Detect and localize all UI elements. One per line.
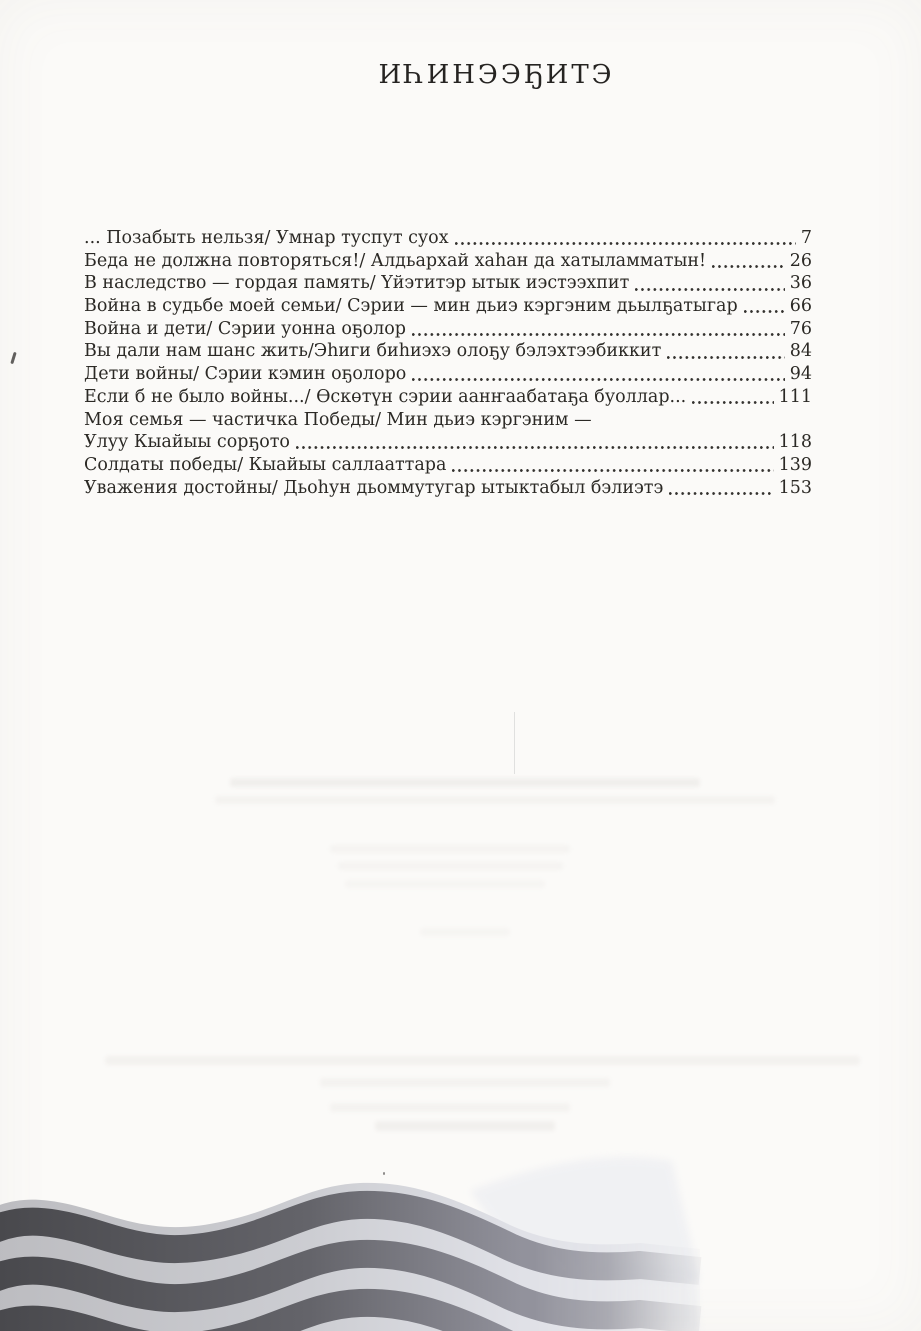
toc-entry-label: Солдаты победы/ Кыайыы саллааттара	[84, 454, 447, 475]
toc-entry	[84, 363, 812, 386]
dotted-leader	[455, 242, 796, 245]
toc-entry-label: Уважения достойны/ Дьоһун дьоммутугар ытыктабыл бэлиэтэ	[84, 477, 664, 498]
dotted-leader	[712, 265, 785, 268]
toc-entry-label: Если б не было войны.../ Өскөтүн сэрии аанҥаабатаҕа буоллар...	[84, 386, 687, 407]
toc-entry-label: Дети войны/ Сэрии кэмин оҕолоро	[84, 364, 407, 385]
toc-entry-page-number: 66	[789, 296, 812, 317]
toc-entry	[84, 295, 812, 318]
toc-entry-page-number: 7	[800, 228, 812, 248]
show-through-smudge	[215, 796, 775, 804]
toc-entry-label: Война в судьбе моей семьи/ Сэрии — мин дьиэ кэргэним дьылҕатыгар	[84, 296, 738, 317]
ribbon-svg	[0, 1121, 921, 1331]
toc-entry-label: Война и дети/ Сэрии уонна оҕолор	[84, 318, 406, 339]
toc-entry	[84, 227, 812, 250]
toc-entry-label: В наследство — гордая память/ Үйэтитэр ытык иэстээхпит	[84, 273, 630, 294]
table-of-contents	[84, 227, 812, 499]
toc-entry	[84, 386, 812, 409]
toc-entry	[84, 477, 812, 500]
dotted-leader	[667, 356, 784, 359]
toc-entry	[84, 318, 812, 341]
toc-entry-page-number: 84	[789, 341, 812, 362]
show-through-smudge	[330, 1103, 570, 1112]
dotted-leader	[412, 333, 785, 336]
dotted-leader	[692, 401, 773, 404]
dotted-leader	[412, 378, 784, 381]
toc-entry-label: ... Позабыть нельзя/ Умнар туспут суох	[84, 228, 449, 248]
toc-entry-page-number: 111	[778, 386, 812, 407]
stray-pen-mark	[10, 352, 16, 364]
dotted-leader	[296, 446, 774, 449]
page-title: ИҺИНЭЭҔИТЭ	[378, 60, 615, 90]
show-through-smudge	[230, 778, 700, 787]
toc-entry-page-number: 139	[778, 454, 812, 475]
george-ribbon-graphic	[0, 1121, 921, 1331]
faint-crease-line	[514, 712, 515, 774]
toc-entry-label: Беда не должна повторяться!/ Алдьархай хаһан да хатыламматын!	[84, 250, 707, 271]
toc-entry-page-number: 153	[778, 477, 812, 498]
show-through-smudge	[105, 1056, 860, 1065]
toc-entry-page-number: 94	[789, 364, 812, 385]
toc-entry-page-number: 26	[789, 250, 812, 271]
dotted-leader	[669, 492, 773, 495]
dotted-leader	[635, 288, 784, 291]
toc-entry-page-number: 118	[778, 432, 812, 453]
toc-entry-label: Моя семья — частичка Победы/ Мин дьиэ кэргэним —	[84, 409, 592, 430]
toc-entry	[84, 250, 812, 273]
dotted-leader	[452, 469, 773, 472]
show-through-smudge	[338, 862, 563, 870]
toc-entry	[84, 431, 812, 454]
toc-entry-continuation	[84, 409, 812, 432]
toc-entry	[84, 272, 812, 295]
toc-entry-page-number: 76	[789, 318, 812, 339]
show-through-smudge	[345, 880, 545, 888]
show-through-smudge	[320, 1078, 610, 1087]
toc-entry	[84, 340, 812, 363]
show-through-smudge	[420, 928, 510, 936]
dotted-leader	[744, 310, 785, 313]
toc-entry-label: Улуу Кыайыы сорҕото	[84, 432, 290, 453]
toc-entry-page-number: 36	[789, 273, 812, 294]
show-through-smudge	[330, 845, 570, 853]
toc-entry-label: Вы дали нам шанс жить/Эһиги биһиэхэ олоҕу бэлэхтээбиккит	[84, 341, 662, 362]
toc-entry	[84, 454, 812, 477]
